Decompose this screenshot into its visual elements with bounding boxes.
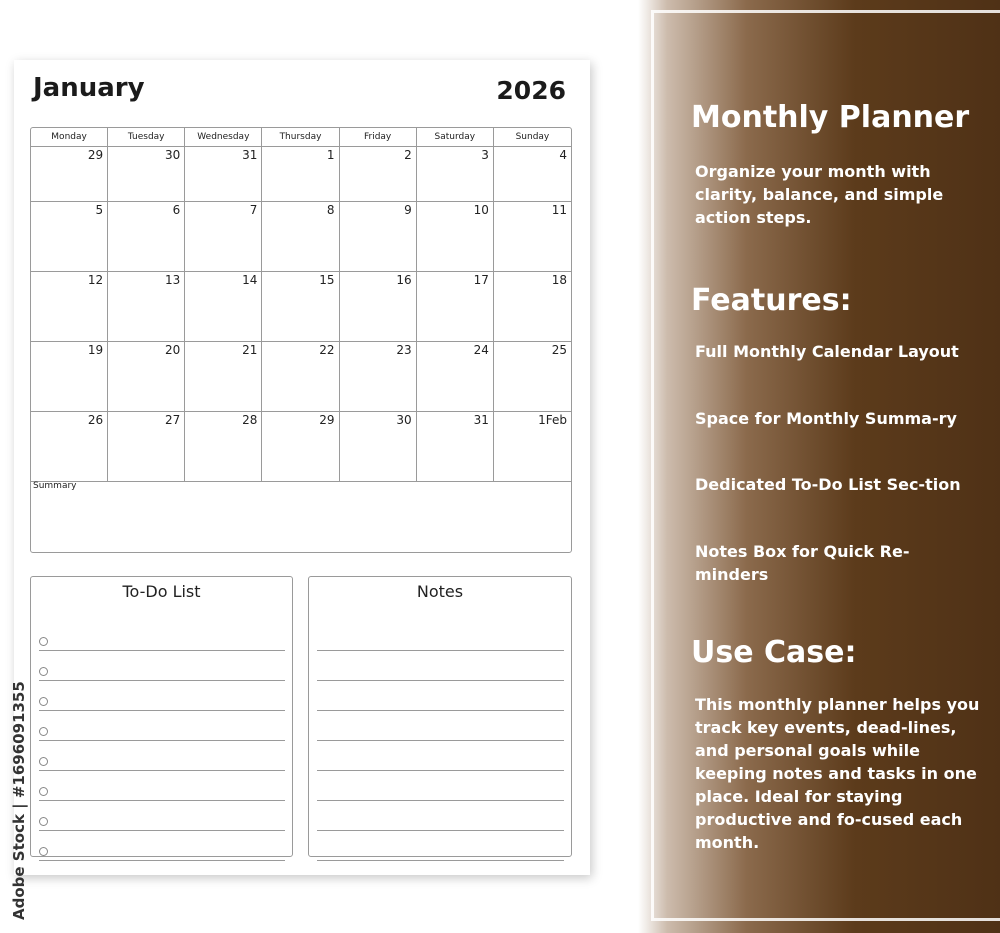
day-cell: 26: [31, 412, 108, 482]
feature-item: Dedicated To-Do List Sec-tion: [695, 475, 961, 494]
year-title: 2026: [496, 76, 566, 105]
day-cell: 10: [417, 202, 494, 272]
day-cell: 17: [417, 272, 494, 342]
feature-item: Space for Monthly Summa-ry: [695, 409, 957, 428]
day-cell: 24: [417, 342, 494, 412]
day-cell: 27: [108, 412, 185, 482]
day-cell: 7: [185, 202, 262, 272]
notes-title: Notes: [416, 582, 464, 601]
notes-line[interactable]: [317, 771, 564, 801]
todo-line[interactable]: [39, 651, 285, 681]
day-cell: 29: [262, 412, 339, 482]
day-cell: 19: [31, 342, 108, 412]
weekday-label: Sunday: [515, 132, 550, 142]
checkbox-circle-icon[interactable]: [39, 667, 48, 676]
panel-title: Monthly Planner: [691, 100, 970, 135]
panel-intro: Organize your month with clarity, balance, and simple action steps.: [695, 162, 944, 227]
notes-line[interactable]: [317, 621, 564, 651]
weekday-label: Friday: [340, 128, 417, 146]
notes-line[interactable]: [317, 711, 564, 741]
feature-item: Full Monthly Calendar Layout: [695, 342, 959, 361]
day-cell: 14: [185, 272, 262, 342]
day-cell: 6: [108, 202, 185, 272]
notes-line[interactable]: [317, 741, 564, 771]
calendar-grid: [30, 127, 572, 553]
day-cell: 22: [262, 342, 339, 412]
day-cell: 8: [262, 202, 339, 272]
todo-lines: [39, 621, 285, 861]
day-cell: 11: [494, 202, 571, 272]
todo-list-box: [30, 576, 293, 857]
todo-line[interactable]: [39, 771, 285, 801]
day-cell: 1: [262, 147, 339, 202]
checkbox-circle-icon[interactable]: [39, 847, 48, 856]
day-cell: 29: [31, 147, 108, 202]
notes-line[interactable]: [317, 831, 564, 861]
day-cell: 31: [417, 412, 494, 482]
day-cell: 2: [340, 147, 417, 202]
day-cell: 4: [494, 147, 571, 202]
day-cells: [31, 147, 571, 482]
usecase-text: This monthly planner helps you track key events, dead-lines, and personal goals while keeping notes and tasks in one place. Ideal for staying productive and fo-cused each month.: [695, 695, 980, 852]
todo-list-title: To-Do List: [122, 582, 201, 601]
notes-line[interactable]: [317, 801, 564, 831]
checkbox-circle-icon[interactable]: [39, 787, 48, 796]
day-cell: 3: [417, 147, 494, 202]
month-title: January: [33, 73, 145, 103]
day-cell: 1Feb: [494, 412, 571, 482]
weekday-label: Monday: [31, 128, 108, 146]
day-cell: 5: [31, 202, 108, 272]
checkbox-circle-icon[interactable]: [39, 757, 48, 766]
day-cell: 12: [31, 272, 108, 342]
usecase-heading: Use Case:: [691, 635, 857, 670]
todo-line[interactable]: [39, 831, 285, 861]
features-heading: Features:: [691, 283, 852, 318]
day-cell: 21: [185, 342, 262, 412]
notes-lines: [317, 621, 564, 861]
weekday-header: [31, 128, 571, 147]
weekday-label: Thursday: [262, 128, 339, 146]
watermark-text: Adobe Stock | #1696091355: [10, 681, 28, 920]
day-cell: 20: [108, 342, 185, 412]
day-cell: 13: [108, 272, 185, 342]
todo-line[interactable]: [39, 711, 285, 741]
day-cell: 25: [494, 342, 571, 412]
day-cell: 9: [340, 202, 417, 272]
checkbox-circle-icon[interactable]: [39, 697, 48, 706]
weekday-label: Tuesday: [108, 128, 185, 146]
day-cell: 18: [494, 272, 571, 342]
day-cell: 23: [340, 342, 417, 412]
summary-label: Summary: [33, 481, 77, 491]
weekday-label: Saturday: [417, 128, 494, 146]
weekday-label: Wednesday: [185, 128, 262, 146]
checkbox-circle-icon[interactable]: [39, 637, 48, 646]
planner-page: [14, 60, 590, 875]
notes-line[interactable]: [317, 681, 564, 711]
day-cell: 16: [340, 272, 417, 342]
summary-area: [31, 480, 571, 552]
checkbox-circle-icon[interactable]: [39, 727, 48, 736]
todo-line[interactable]: [39, 741, 285, 771]
notes-box: [308, 576, 572, 857]
todo-line[interactable]: [39, 681, 285, 711]
todo-line[interactable]: [39, 801, 285, 831]
day-cell: 31: [185, 147, 262, 202]
notes-line[interactable]: [317, 651, 564, 681]
feature-item: Notes Box for Quick Re-minders: [695, 542, 910, 584]
day-cell: 15: [262, 272, 339, 342]
day-cell: 30: [108, 147, 185, 202]
day-cell: 28: [185, 412, 262, 482]
checkbox-circle-icon[interactable]: [39, 817, 48, 826]
todo-line[interactable]: [39, 621, 285, 651]
day-cell: 30: [340, 412, 417, 482]
